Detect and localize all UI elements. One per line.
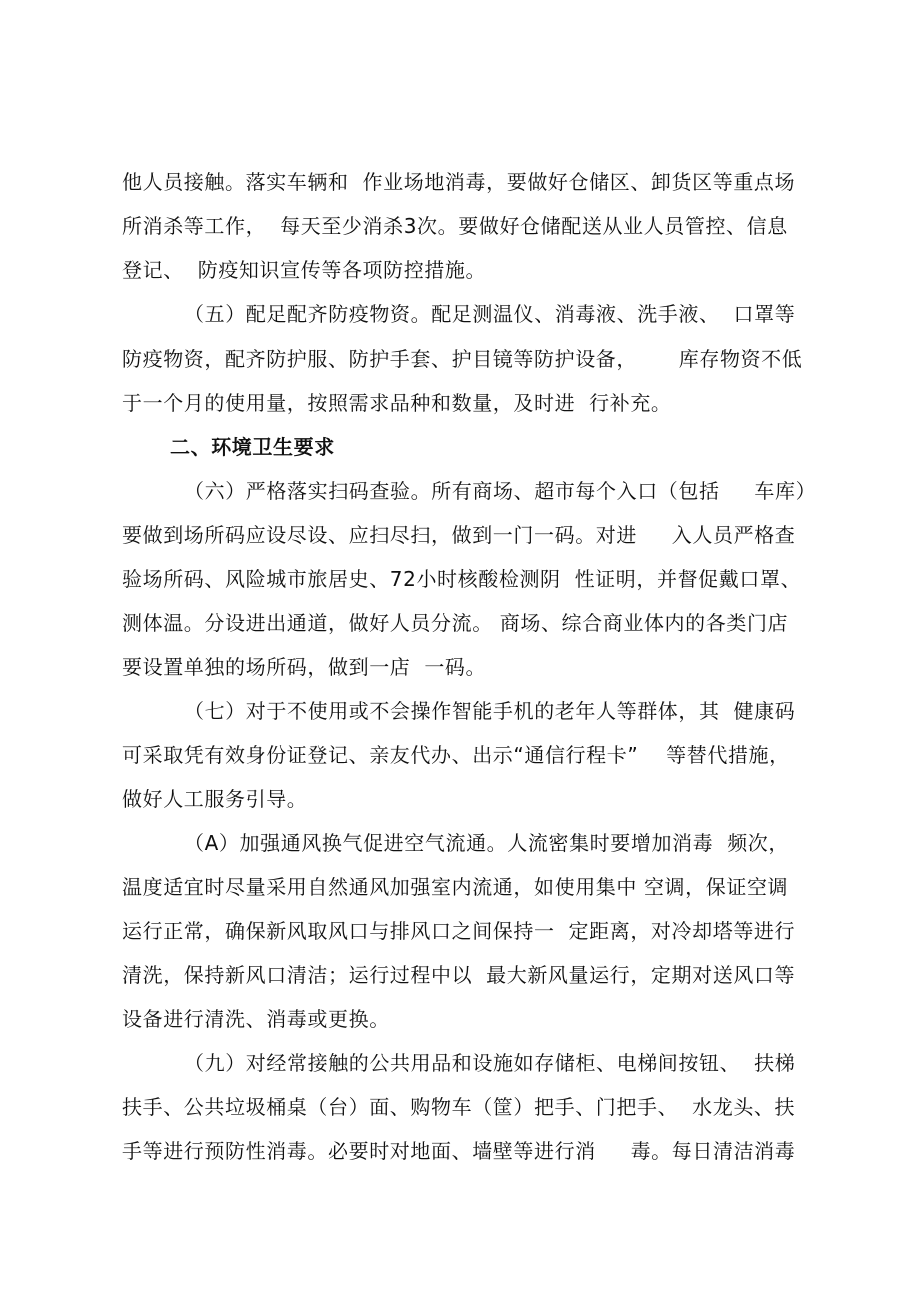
body-text-line: 设备进行清洗、消毒或更换。 xyxy=(122,1007,390,1031)
body-text-line: 运行正常，确保新风取风口与排风口之间保持一 定距离，对冷却塔等进行 xyxy=(122,919,796,943)
body-text-line: 扶手、公共垃圾桶桌（台）面、购物车（筐）把手、门把手、 水龙头、扶 xyxy=(122,1095,796,1119)
body-text-line: 于一个月的使用量，按照需求品种和数量，及时进 行补充。 xyxy=(122,391,672,415)
paragraph-7-first-line: （七）对于不使用或不会操作智能手机的老年人等群体，其 健康码 xyxy=(184,699,796,723)
paragraph-9-first-line: （九）对经常接触的公共用品和设施如存储柜、电梯间按钮、 扶梯 xyxy=(184,1051,796,1075)
paragraph-6-first-line: （六）严格落实扫码查验。所有商场、超市每个入口（包括 车库） xyxy=(184,479,817,503)
body-text-line: 所消杀等工作， 每天至少消杀3次。要做好仓储配送从业人员管控、信息 xyxy=(122,214,788,238)
body-text-line: 他人员接触。落实车辆和 作业场地消毒，要做好仓储区、卸货区等重点场 xyxy=(122,170,796,194)
body-text-line: 手等进行预防性消毒。必要时对地面、墙壁等进行消 毒。每日清洁消毒 xyxy=(122,1139,796,1163)
body-text-line: 温度适宜时尽量采用自然通风加强室内流通，如使用集中 空调，保证空调 xyxy=(122,875,789,899)
body-text-line: 做好人工服务引导。 xyxy=(122,787,308,811)
body-text-line: 可采取凭有效身份证登记、亲友代办、出示“通信行程卡” 等替代措施， xyxy=(122,743,790,767)
paragraph-8-first-line: （A）加强通风换气促进空气流通。人流密集时要增加消毒 频次， xyxy=(184,831,789,855)
paragraph-5-first-line: （五）配足配齐防疫物资。配足测温仪、消毒液、洗手液、 口罩等 xyxy=(184,302,796,326)
body-text-line: 要设置单独的场所码，做到一店 一码。 xyxy=(122,655,487,679)
body-text-line: 登记、 防疫知识宣传等各项防控措施。 xyxy=(122,258,487,282)
body-text-line: 测体温。分设进出通道，做好人员分流。 商场、综合商业体内的各类门店 xyxy=(122,611,789,635)
section-heading: 二、环境卫生要求 xyxy=(170,435,335,459)
body-text-line: 验场所码、风险城市旅居史、72小时核酸检测阴 性证明，并督促戴口罩、 xyxy=(122,567,802,591)
body-text-line: 清洗，保持新风口清洁；运行过程中以 最大新风量运行，定期对送风口等 xyxy=(122,963,796,987)
body-text-line: 防疫物资，配齐防护服、防护手套、护目镜等防护设备， 库存物资不低 xyxy=(122,347,803,371)
body-text-line: 要做到场所码应设尽设、应扫尽扫，做到一门一码。对进 入人员严格查 xyxy=(122,523,796,547)
